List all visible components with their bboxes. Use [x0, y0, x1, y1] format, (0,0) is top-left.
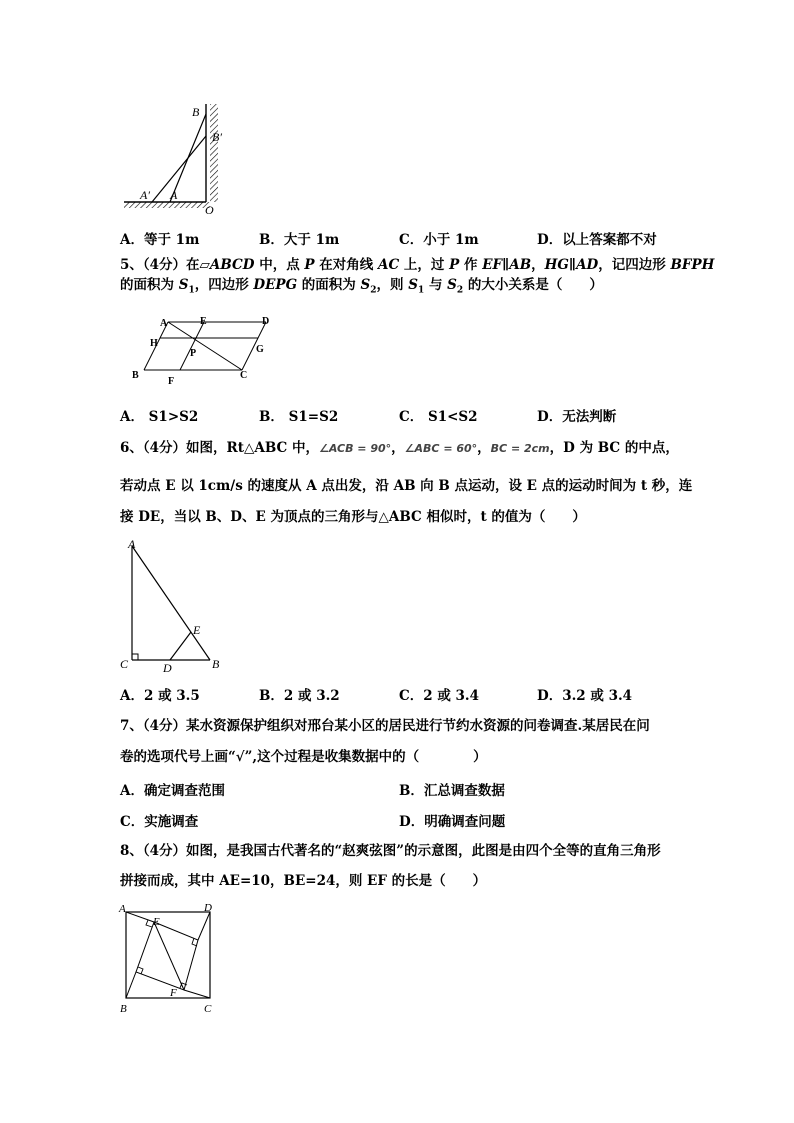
q5-line1: 5、（4分）在▱ABCD 中，点 P 在对角线 AC 上，过 P 作 EF∥AB，HG∥AD，记四边形 BFPH [120, 257, 715, 273]
q5-option-b[interactable]: B． S1=S2 [259, 409, 339, 425]
q7-line1: 7、（4分）某水资源保护组织对邢台某小区的居民进行节约水资源的问卷调查.某居民在问 [120, 718, 650, 734]
p8-label-f: F [170, 987, 177, 999]
q6-line3: 接 DE，当以 B、D、E 为顶点的三角形与△ABC 相似时，t 的值为（ ） [120, 509, 586, 525]
p6-label-b: B [212, 657, 220, 671]
p8-label-c: C [204, 1003, 212, 1015]
q4-option-b[interactable]: B．大于 1m [259, 232, 340, 248]
q7-option-a[interactable]: A．确定调查范围 [120, 783, 225, 799]
p5-label-g: G [256, 344, 264, 355]
label-b: B [192, 105, 200, 119]
q6-option-b[interactable]: B．2 或 3.2 [259, 688, 340, 704]
q6-line1: 6、（4分）如图，Rt△ABC 中，∠ACB = 90°，∠ABC = 60°，BC = 2cm，D 为 BC 的中点， [120, 440, 679, 456]
p6-label-d: D [163, 661, 172, 672]
q7-option-d[interactable]: D．明确调查问题 [399, 814, 506, 830]
q4-option-d[interactable]: D．以上答案都不对 [537, 232, 657, 248]
p8-label-e: E [153, 916, 160, 928]
p8-label-b: B [120, 1003, 127, 1015]
p8-label-d: D [204, 902, 212, 914]
q4-option-c[interactable]: C．小于 1m [399, 232, 479, 248]
right-triangle-figure [118, 534, 230, 672]
p5-label-e: E [200, 316, 207, 327]
ladder-figure [118, 100, 228, 218]
label-o: O [205, 203, 214, 217]
p5-label-b: B [132, 370, 139, 381]
q7-option-b[interactable]: B．汇总调查数据 [399, 783, 505, 799]
q5-option-c[interactable]: C． S1<S2 [399, 409, 478, 425]
p5-label-c: C [240, 370, 248, 381]
q8-line2: 拼接而成，其中 AE=10，BE=24，则 EF 的长是（ ） [120, 873, 487, 889]
q5-line2: 的面积为 $S_1$，四边形 DEPG 的面积为 $S_2$，则 $S_1$ 与 $S_2$ 的大小关系是（ ） [120, 277, 603, 296]
p6-label-c: C [120, 657, 129, 671]
zhao-shuang-figure [116, 900, 220, 1018]
p8-label-a: A [119, 903, 126, 915]
q7-option-c[interactable]: C．实施调查 [120, 814, 199, 830]
p5-label-p: P [190, 348, 197, 359]
q5-option-a[interactable]: A． S1>S2 [120, 409, 199, 425]
q6-option-c[interactable]: C．2 或 3.4 [399, 688, 480, 704]
label-a: A [170, 188, 178, 202]
q8-line1: 8、（4分）如图，是我国古代著名的“赵爽弦图”的示意图，此图是由四个全等的直角三角形 [120, 843, 661, 859]
label-b-prime: B′ [212, 130, 222, 144]
p5-label-a: A [160, 318, 168, 329]
q6-line2: 若动点 E 以 1cm/s 的速度从 A 点出发，沿 AB 向 B 点运动，设 E 点的运动时间为 t 秒，连 [120, 478, 693, 494]
q6-option-a[interactable]: A．2 或 3.5 [120, 688, 200, 704]
q7-line2: 卷的选项代号上画“√”,这个过程是收集数据中的（ ） [120, 749, 487, 765]
parallelogram-figure [128, 312, 278, 386]
q4-option-a[interactable]: A．等于 1m [120, 232, 200, 248]
p5-label-h: H [150, 338, 158, 349]
p5-label-d: D [262, 316, 270, 327]
p6-label-e: E [193, 623, 201, 637]
q5-option-d[interactable]: D．无法判断 [537, 409, 617, 425]
q6-option-d[interactable]: D．3.2 或 3.4 [537, 688, 633, 704]
p6-label-a: A [128, 537, 136, 551]
label-a-prime: A′ [140, 188, 150, 202]
p5-label-f: F [168, 376, 175, 386]
